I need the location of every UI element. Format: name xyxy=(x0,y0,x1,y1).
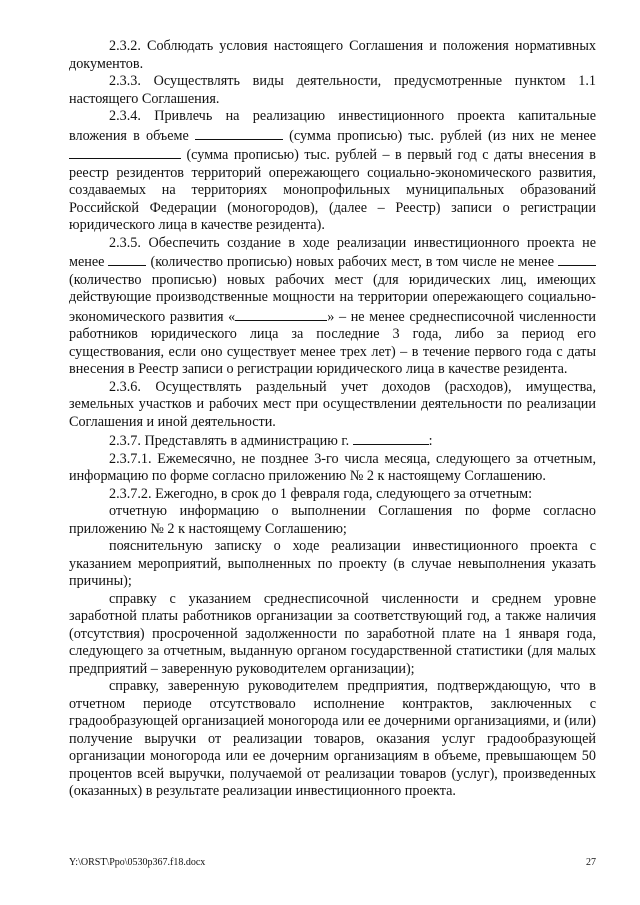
document-body xyxy=(69,38,596,801)
paragraph-report-info: отчетную информацию о выполнении Соглашения по форме согласно приложению № 2 к настоящему Соглашению; xyxy=(69,503,596,537)
paragraph-2-3-7-2: 2.3.7.2. Ежегодно, в срок до 1 февраля года, следующего за отчетным: xyxy=(109,485,533,502)
text-segment: (количество прописью) новых рабочих мест (для юридических лиц, имеющих действующие производственные мощности на территории опережающего социально-экономического развития « xyxy=(69,271,596,325)
paragraph-revenue-certificate: справку, заверенную руководителем предприятия, подтверждающую, что в отчетном периоде отсутствовало исполнение контрактов, заключенных с градообразующей организацией моногорода или ее дочерними организациями, и (или) получение выручки от реализации товаров, оказания услуг градообразующей организации моногорода или ее дочерним организациям в объеме, превышающем 50 процентов всей выручки, получаемой от реализации товаров (услуг), произведенных (оказанных) в результате реализации инвестиционного проекта. xyxy=(69,678,596,799)
paragraph-2-3-6: 2.3.6. Осуществлять раздельный учет доходов (расходов), имущества, земельных участков и рабочих мест при осуществлении деятельности по реализации Соглашения и иной деятельности. xyxy=(69,378,596,430)
text-segment: 2.3.5. Обеспечить создание в ходе реализации инвестиционного проекта не менее xyxy=(69,234,596,270)
text-segment: 2.3.7. Представлять в администрацию г. xyxy=(109,433,353,449)
text-segment: (количество прописью) новых рабочих мест, в том числе не менее xyxy=(146,254,558,270)
paragraph-2-3-3: 2.3.3. Осуществлять виды деятельности, предусмотренные пунктом 1.1 настоящего Соглашения. xyxy=(69,73,596,107)
page-footer xyxy=(69,857,596,869)
paragraph-2-3-2: 2.3.2. Соблюдать условия настоящего Соглашения и положения нормативных документов. xyxy=(69,38,596,72)
blank-line xyxy=(195,126,283,140)
text-segment: : xyxy=(428,433,433,449)
text-segment: » – не менее среднесписочной численности работников юридического лица за последние 3 года, либо за период его существования, если оно существует менее трех лет) – в течение первого года с даты внесения в Реестр записи о регистрации юридического лица в качестве резидента. xyxy=(69,308,596,377)
blank-line xyxy=(108,252,146,266)
text-segment: (сумма прописью) тыс. рублей (из них не менее xyxy=(283,127,596,144)
paragraph-2-3-5 xyxy=(69,235,596,379)
blank-line xyxy=(235,307,327,321)
text-segment: 2.3.4. Привлечь на реализацию инвестиционного проекта капитальные вложения в объеме xyxy=(69,108,596,144)
paragraph-2-3-7-1: 2.3.7.1. Ежемесячно, не позднее 3-го числа месяца, следующего за отчетным, информацию по форме согласно приложению № 2 к настоящему Соглашению. xyxy=(69,450,596,484)
paragraph-2-3-7 xyxy=(69,431,596,451)
paragraph-staff-certificate: справку с указанием среднесписочной численности и среднем уровне заработной платы работников организации за соответствующий год, а также наличия (отсутствия) просроченной задолженности по заработной плате на 1 января года, следующего за отчетным, выданную органом государственной статистики (для малых предприятий – заверенную руководителем организации); xyxy=(69,590,596,677)
page-number: 27 xyxy=(586,857,596,868)
file-path: Y:\ORST\Ppo\0530p367.f18.docx xyxy=(69,857,206,868)
blank-line xyxy=(353,431,429,445)
paragraph-explanatory-note: пояснительную записку о ходе реализации инвестиционного проекта с указанием мероприятий, выполненных по проекту (в случае невыполнения указать причины); xyxy=(69,538,596,589)
paragraph-2-3-4 xyxy=(69,108,596,235)
blank-line xyxy=(558,252,596,266)
blank-line xyxy=(69,145,181,159)
text-segment: (сумма прописью) тыс. рублей – в первый год с даты внесения в реестр резидентов территорий опережающего социально-экономического развития, создаваемых на территориях монопрофильных муниципальных образований Российской Федерации (моногородов), (далее – Реестр) записи о регистрации юридического лица в качестве резидента). xyxy=(69,147,596,233)
